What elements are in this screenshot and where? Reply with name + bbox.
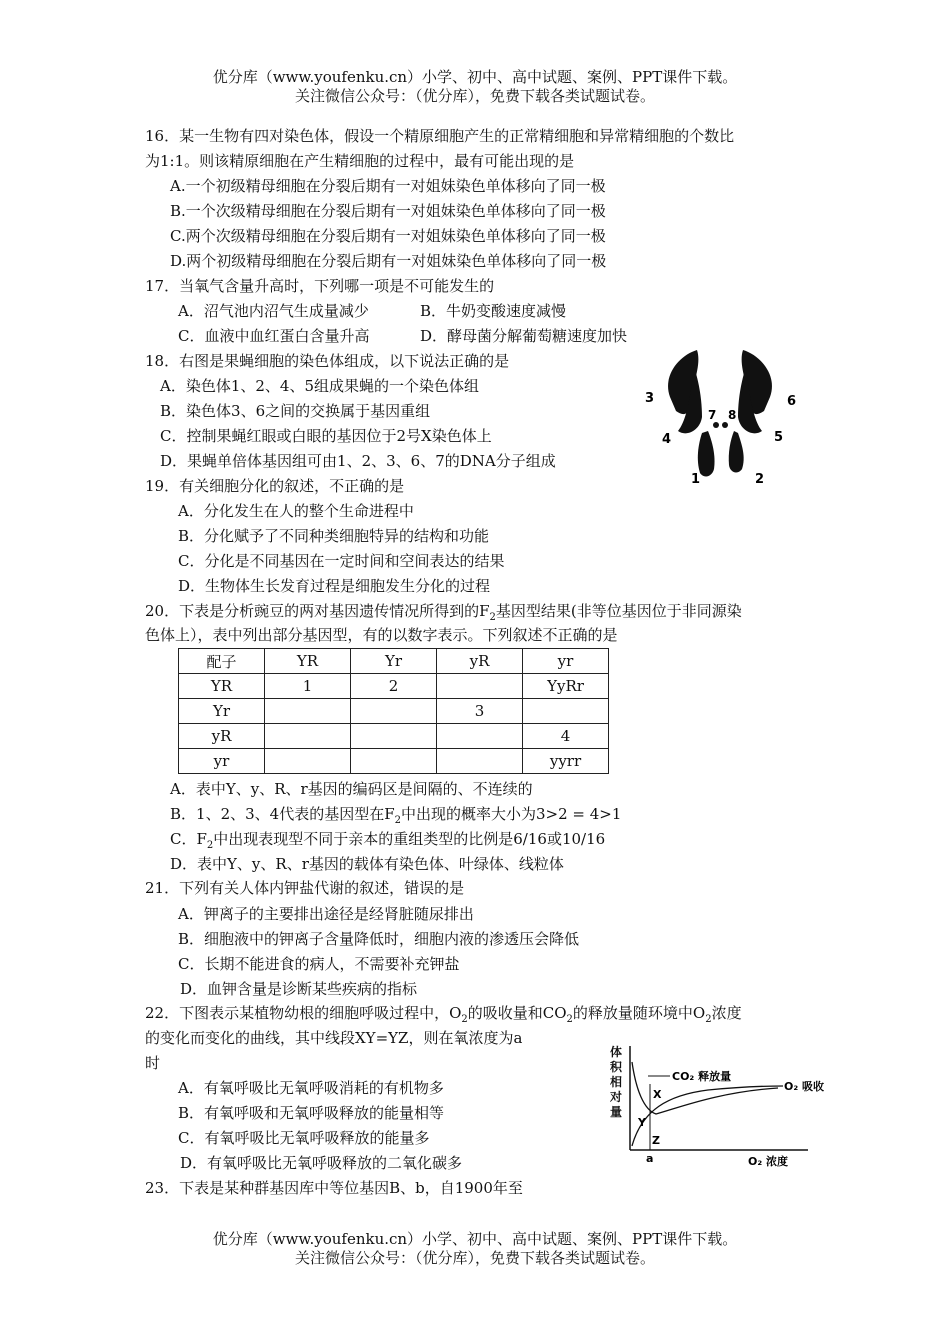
chromosome-label: 4	[662, 432, 672, 447]
table-cell: 3	[437, 699, 523, 724]
q16-option-d: D.两个初级精母细胞在分裂后期有一对姐妹染色单体移向了同一极	[170, 252, 607, 270]
table-cell	[265, 699, 351, 724]
page-header-line2: 关注微信公众号：（优分库），免费下载各类试题试卷。	[294, 87, 655, 105]
chromosome-label: 8	[728, 408, 737, 422]
chromosome-label: 5	[774, 430, 784, 445]
table-cell	[437, 674, 523, 699]
q19-option-d: D．生物体生长发育过程是细胞发生分化的过程	[178, 577, 491, 595]
q21-stem: 21．下列有关人体内钾盐代谢的叙述，错误的是	[145, 879, 465, 897]
chromosome-2	[729, 431, 744, 472]
table-cell: 1	[265, 674, 351, 699]
table-cell: YR	[179, 674, 265, 699]
q20-option-d: D．表中Y、y、R、r基因的载体有染色体、叶绿体、线粒体	[170, 855, 564, 873]
graph-ylabel-char: 积	[610, 1060, 623, 1074]
q22-option-b: B．有氧呼吸和无氧呼吸释放的能量相等	[178, 1104, 445, 1122]
q19-option-b: B．分化赋予了不同种类细胞特异的结构和功能	[178, 527, 490, 545]
q17-option-c: C．血液中血红蛋白含量升高	[178, 327, 370, 345]
table-cell: yr	[179, 749, 265, 774]
genotype-table	[178, 648, 609, 774]
chromosome-label: 3	[645, 391, 655, 406]
page-footer-line2: 关注微信公众号：（优分库），免费下载各类试题试卷。	[294, 1249, 655, 1267]
table-cell	[265, 724, 351, 749]
q18-option-d: D．果蝇单倍体基因组可由1、2、3、6、7的DNA分子组成	[160, 452, 556, 470]
table-cell: Yr	[179, 699, 265, 724]
table-row	[179, 674, 609, 699]
chromosome-label: 1	[691, 472, 701, 487]
table-header-cell: 配子	[179, 649, 265, 674]
page-header-line1: 优分库（www.youfenku.cn）小学、初中、高中试题、案例、PPT课件下载。	[212, 68, 738, 86]
q16-stem-line2: 为1:1。则该精原细胞在产生精细胞的过程中，最有可能出现的是	[145, 152, 575, 170]
point-x-label: X	[653, 1088, 662, 1101]
table-row	[179, 724, 609, 749]
q20-option-a: A．表中Y、y、R、r基因的编码区是间隔的、不连续的	[170, 780, 533, 798]
table-cell	[523, 699, 609, 724]
table-row	[179, 749, 609, 774]
table-cell: YyRr	[523, 674, 609, 699]
q18-option-b: B．染色体3、6之间的交换属于基因重组	[160, 402, 431, 420]
q16-option-b: B.一个次级精母细胞在分裂后期有一对姐妹染色单体移向了同一极	[170, 202, 606, 220]
q22-option-c: C．有氧呼吸比无氧呼吸释放的能量多	[178, 1129, 430, 1147]
q22-stem-line2: 的变化而变化的曲线，其中线段XY=YZ，则在氧浓度为a	[145, 1029, 523, 1047]
table-row	[179, 699, 609, 724]
q21-option-a: A．钾离子的主要排出途径是经肾脏随尿排出	[178, 905, 474, 923]
co2-release-label: CO₂ 释放量	[672, 1070, 732, 1083]
chromosome-figure	[642, 345, 802, 490]
q17-stem: 17．当氧气含量升高时，下列哪一项是不可能发生的	[145, 277, 495, 295]
graph-ylabel-char: 相	[610, 1075, 623, 1089]
q22-option-a: A．有氧呼吸比无氧呼吸消耗的有机物多	[178, 1079, 444, 1097]
chromosome-label: 6	[787, 394, 797, 409]
q19-option-a: A．分化发生在人的整个生命进程中	[178, 502, 414, 520]
q19-stem: 19．有关细胞分化的叙述，不正确的是	[145, 477, 405, 495]
table-cell: 2	[351, 674, 437, 699]
chromosome-8	[722, 422, 728, 428]
q23-stem: 23．下表是某种群基因库中等位基因B、b，自1900年至	[145, 1179, 523, 1197]
table-header-cell: yR	[437, 649, 523, 674]
graph-ylabel-char: 量	[610, 1105, 623, 1119]
page-footer-line1: 优分库（www.youfenku.cn）小学、初中、高中试题、案例、PPT课件下载。	[212, 1230, 738, 1248]
q22-stem-line3: 时	[145, 1054, 161, 1072]
q17-option-d: D．酵母菌分解葡萄糖速度加快	[420, 327, 628, 345]
chromosome-label: 2	[755, 472, 765, 487]
chromosome-label: 7	[708, 408, 717, 422]
q16-option-a: A.一个初级精母细胞在分裂后期有一对姐妹染色单体移向了同一极	[170, 177, 606, 195]
table-cell	[351, 724, 437, 749]
q17-option-a: A．沼气池内沼气生成量减少	[178, 302, 369, 320]
q18-option-a: A．染色体1、2、4、5组成果蝇的一个染色体组	[160, 377, 480, 395]
x-mark-a: a	[646, 1152, 654, 1165]
table-cell: 4	[523, 724, 609, 749]
graph-ylabel-char: 体	[610, 1045, 623, 1059]
q21-option-b: B．细胞液中的钾离子含量降低时，细胞内液的渗透压会降低	[178, 930, 580, 948]
table-cell: yyrr	[523, 749, 609, 774]
table-cell	[351, 699, 437, 724]
q20-option-c: C．$F_2$中出现表现型不同于亲本的重组类型的比例是6/16或10/16	[170, 830, 606, 851]
table-cell	[265, 749, 351, 774]
point-z-label: Z	[652, 1134, 660, 1147]
q17-option-b: B．牛奶变酸速度减慢	[420, 302, 567, 320]
q18-option-c: C．控制果蝇红眼或白眼的基因位于2号X染色体上	[160, 427, 492, 445]
q20-stem-line2: 色体上），表中列出部分基因型，有的以数字表示。下列叙述不正确的是	[145, 626, 618, 644]
q22-stem-line1: 22．下图表示某植物幼根的细胞呼吸过程中，$O_2$的吸收量和$CO_2$的释放量随环境中$O_2$浓度	[145, 1004, 742, 1025]
chromosome-7	[713, 422, 719, 428]
q19-option-c: C．分化是不同基因在一定时间和空间表达的结果	[178, 552, 505, 570]
q20-stem-line1: 20．下表是分析豌豆的两对基因遗传情况所得到的$F_2$基因型结果(非等位基因位于非同源染	[145, 602, 742, 623]
q21-option-c: C．长期不能进食的病人，不需要补充钾盐	[178, 955, 460, 973]
q20-option-b: B．1、2、3、4代表的基因型在$F_2$中出现的概率大小为3>2 = 4>1	[170, 805, 622, 826]
q18-stem: 18．右图是果蝇细胞的染色体组成，以下说法正确的是	[145, 352, 510, 370]
table-cell: yR	[179, 724, 265, 749]
table-header-cell: YR	[265, 649, 351, 674]
table-row	[179, 649, 609, 674]
q22-option-d: D．有氧呼吸比无氧呼吸释放的二氧化碳多	[180, 1154, 463, 1172]
table-header-cell: yr	[523, 649, 609, 674]
point-y-label: Y	[638, 1116, 646, 1129]
table-cell	[351, 749, 437, 774]
table-cell	[437, 724, 523, 749]
chromosome-1	[698, 431, 715, 476]
graph-ylabel-char: 对	[610, 1090, 623, 1104]
graph-xlabel: O₂ 浓度	[748, 1155, 788, 1168]
table-cell	[437, 749, 523, 774]
q16-stem-line1: 16．某一生物有四对染色体，假设一个精原细胞产生的正常精细胞和异常精细胞的个数比	[145, 127, 735, 145]
o2-uptake-label: O₂ 吸收	[784, 1080, 824, 1093]
q21-option-d: D．血钾含量是诊断某些疾病的指标	[180, 980, 418, 998]
q16-option-c: C.两个次级精母细胞在分裂后期有一对姐妹染色单体移向了同一极	[170, 227, 606, 245]
respiration-graph	[608, 1040, 840, 1170]
table-header-cell: Yr	[351, 649, 437, 674]
